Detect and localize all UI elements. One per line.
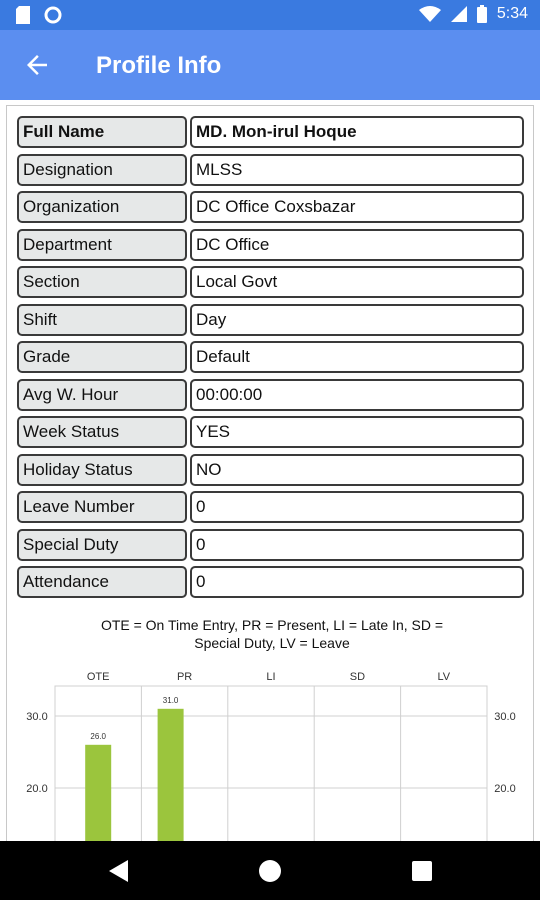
chart-value-label: 26.0 bbox=[90, 731, 106, 741]
profile-value: DC Office bbox=[190, 229, 524, 261]
chart-bar bbox=[158, 709, 184, 845]
legend-line-1: OTE = On Time Entry, PR = Present, LI = Late In, SD = bbox=[100, 617, 444, 633]
profile-value: Default bbox=[190, 341, 524, 373]
profile-label: Grade bbox=[17, 341, 187, 373]
profile-label: Organization bbox=[17, 191, 187, 223]
nav-home-icon[interactable] bbox=[259, 860, 281, 882]
chart-legend bbox=[77, 616, 467, 652]
profile-label: Leave Number bbox=[17, 491, 187, 523]
nav-back-icon[interactable] bbox=[108, 860, 130, 882]
back-arrow-icon[interactable] bbox=[22, 50, 52, 80]
profile-card bbox=[6, 105, 534, 845]
profile-label: Shift bbox=[17, 304, 187, 336]
page-title: Profile Info bbox=[96, 52, 222, 79]
profile-label: Special Duty bbox=[17, 529, 187, 561]
profile-row bbox=[17, 116, 524, 148]
profile-value: Local Govt bbox=[190, 266, 524, 298]
chart-category-label: OTE bbox=[86, 671, 110, 683]
status-left-icons bbox=[16, 6, 62, 24]
profile-value: 0 bbox=[190, 566, 524, 598]
profile-row bbox=[17, 566, 524, 598]
profile-value: 0 bbox=[190, 529, 524, 561]
profile-label: Week Status bbox=[17, 416, 187, 448]
profile-value: 0 bbox=[190, 491, 524, 523]
chart-value-label: 31.0 bbox=[162, 695, 179, 705]
chart-y-tick-left: 30.0 bbox=[26, 711, 48, 723]
wifi-icon bbox=[419, 6, 441, 22]
profile-row bbox=[17, 529, 524, 561]
profile-label: Full Name bbox=[17, 116, 187, 148]
status-bar bbox=[0, 0, 540, 30]
chart-category-label: SD bbox=[349, 671, 366, 683]
profile-value: DC Office Coxsbazar bbox=[190, 191, 524, 223]
profile-label: Holiday Status bbox=[17, 454, 187, 486]
profile-label: Avg W. Hour bbox=[17, 379, 187, 411]
profile-label: Designation bbox=[17, 154, 187, 186]
chart-plot-border bbox=[55, 686, 487, 845]
chart-category-label: LI bbox=[266, 671, 276, 683]
attendance-chart bbox=[7, 666, 534, 845]
profile-value: Day bbox=[190, 304, 524, 336]
chart-y-tick-left: 20.0 bbox=[26, 783, 48, 795]
profile-row bbox=[17, 379, 524, 411]
legend-line-2: Special Duty, LV = Leave bbox=[194, 635, 350, 651]
profile-row bbox=[17, 154, 524, 186]
profile-value: 00:00:00 bbox=[190, 379, 524, 411]
profile-label: Section bbox=[17, 266, 187, 298]
profile-row bbox=[17, 304, 524, 336]
chart-category-label: LV bbox=[437, 671, 451, 683]
chart-bar bbox=[85, 745, 111, 845]
battery-icon bbox=[477, 5, 487, 23]
profile-label: Department bbox=[17, 229, 187, 261]
signal-icon bbox=[451, 6, 467, 22]
circle-icon bbox=[44, 6, 62, 24]
app-bar bbox=[0, 30, 540, 100]
nav-recents-icon[interactable] bbox=[412, 861, 432, 881]
profile-row bbox=[17, 341, 524, 373]
profile-value: MLSS bbox=[190, 154, 524, 186]
nav-bar bbox=[0, 841, 540, 900]
chart-y-tick-right: 20.0 bbox=[494, 783, 516, 795]
profile-row bbox=[17, 416, 524, 448]
status-time: 5:34 bbox=[496, 5, 528, 22]
profile-row bbox=[17, 454, 524, 486]
chart-y-tick-right: 30.0 bbox=[494, 711, 516, 723]
profile-row bbox=[17, 266, 524, 298]
chart-category-label: PR bbox=[176, 671, 193, 683]
profile-row bbox=[17, 229, 524, 261]
profile-label: Attendance bbox=[17, 566, 187, 598]
profile-value: YES bbox=[190, 416, 524, 448]
profile-row bbox=[17, 491, 524, 523]
profile-value: NO bbox=[190, 454, 524, 486]
sd-card-icon bbox=[16, 6, 30, 24]
profile-value: MD. Mon-irul Hoque bbox=[190, 116, 524, 148]
profile-row bbox=[17, 191, 524, 223]
status-right bbox=[419, 5, 528, 23]
